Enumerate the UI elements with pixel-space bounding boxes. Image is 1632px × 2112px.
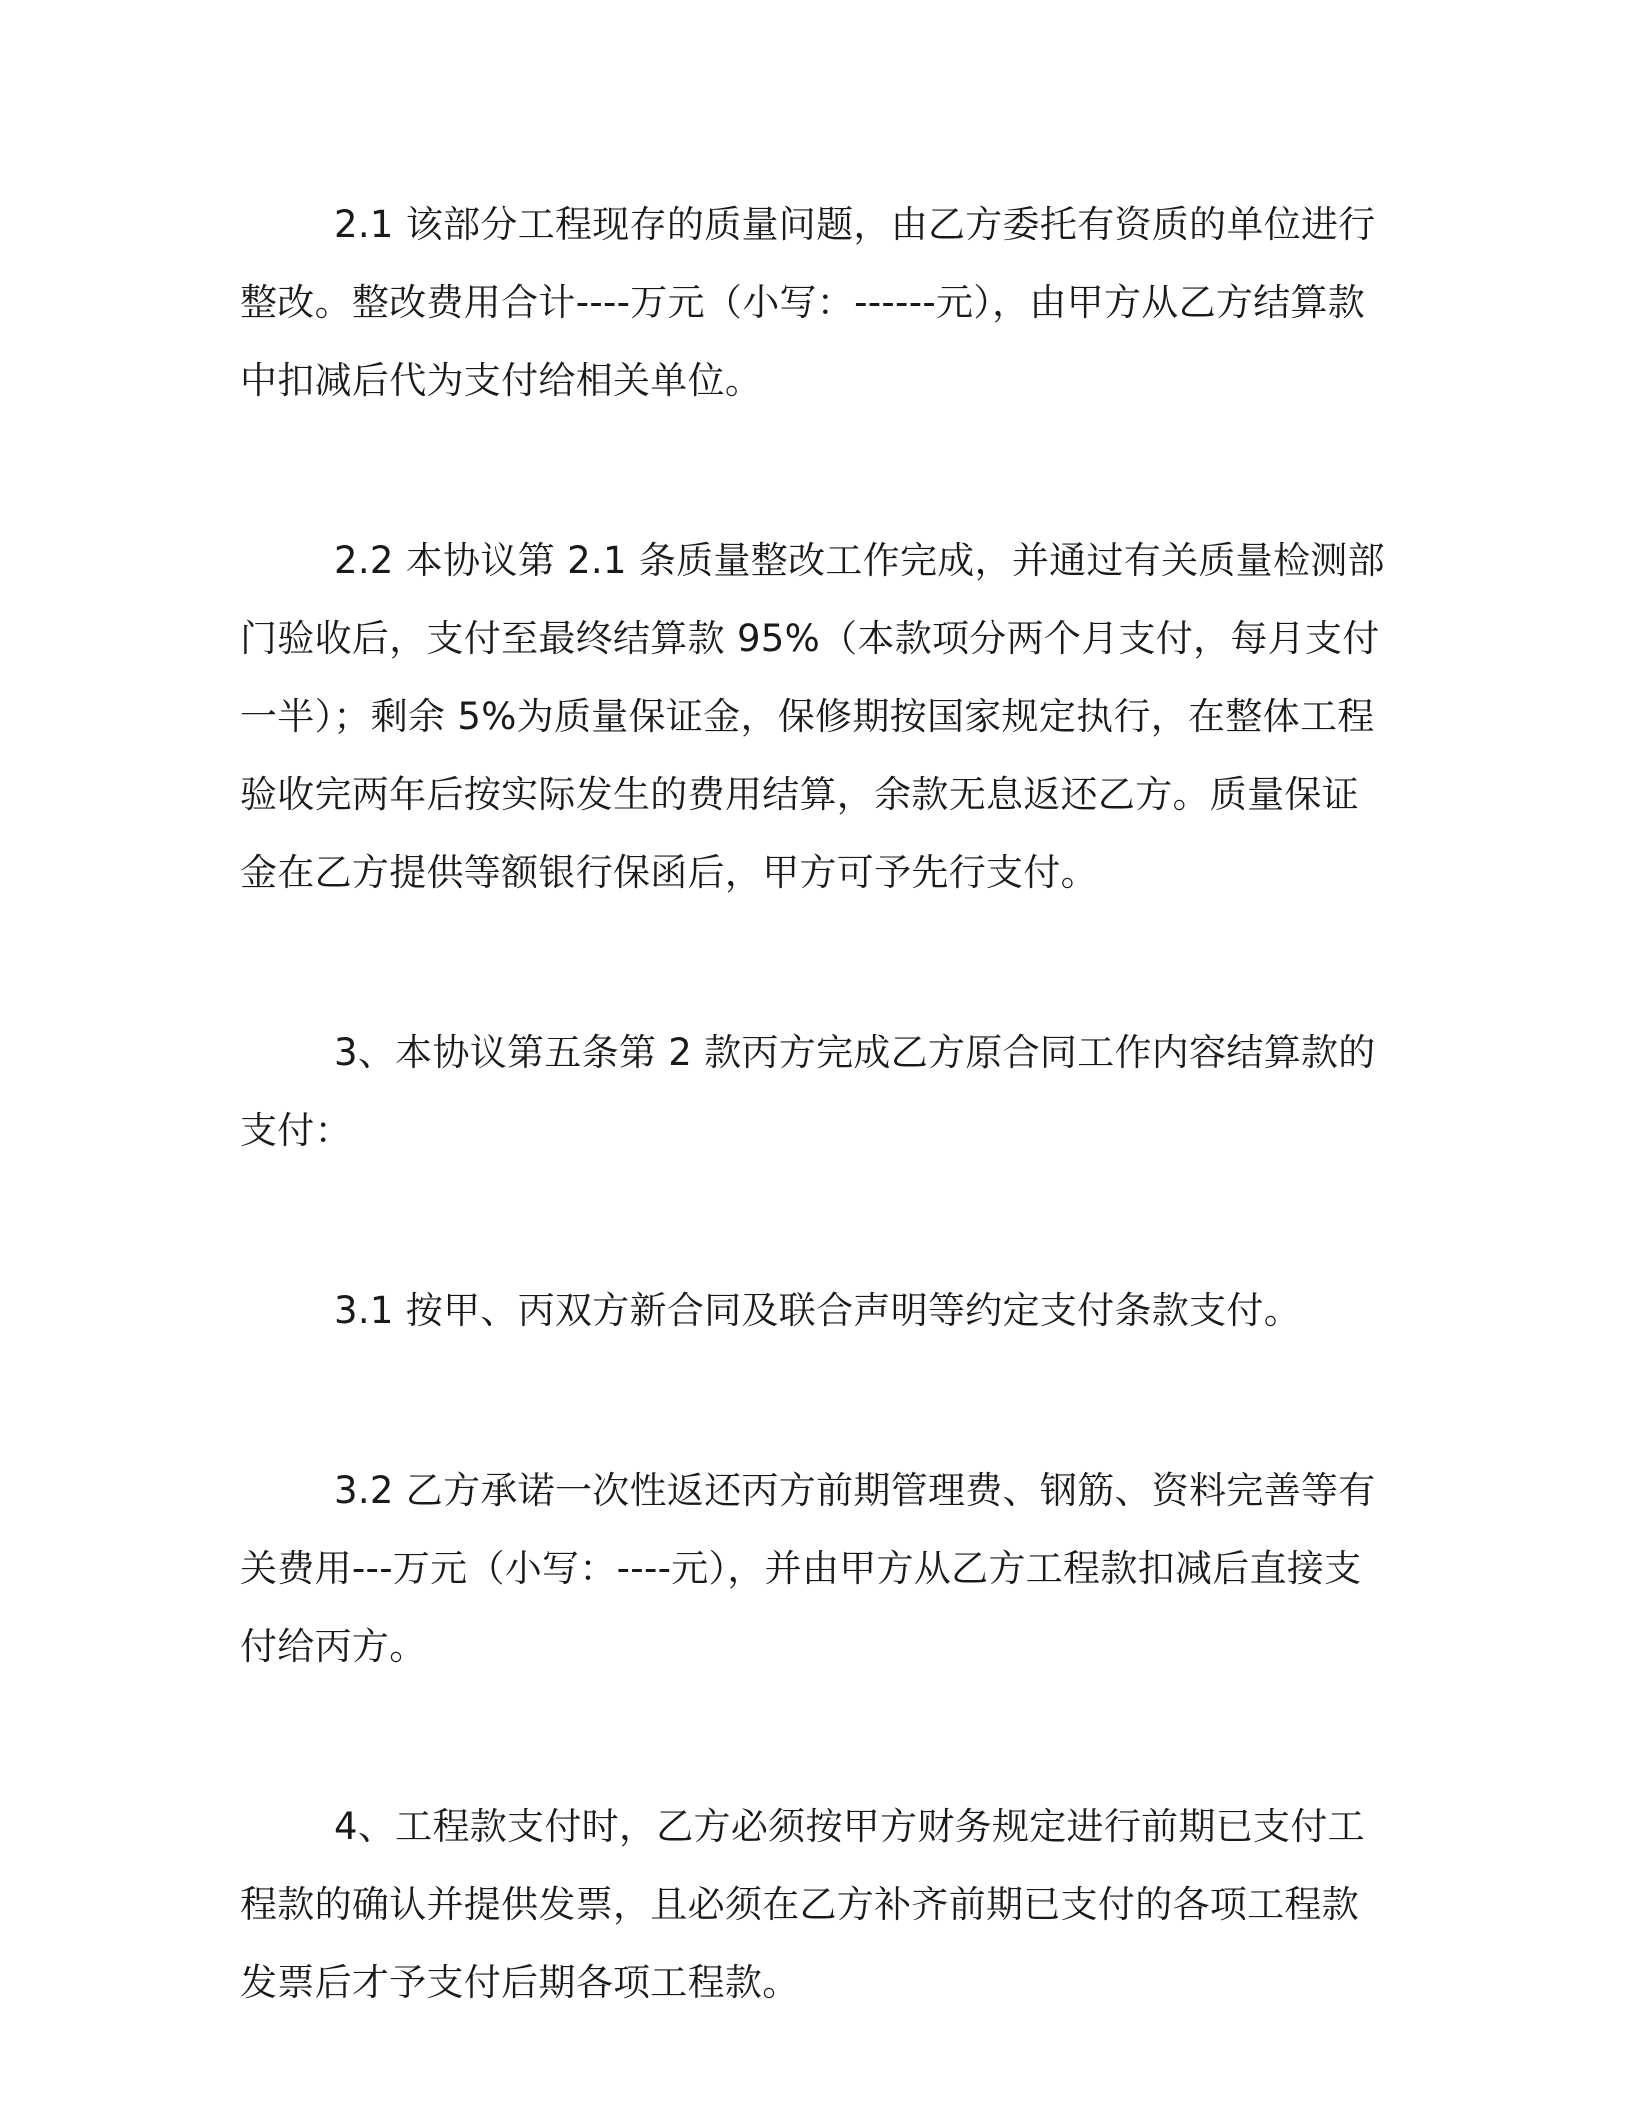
text-line: 发票后才予支付后期各项工程款。 (240, 1961, 800, 2004)
text-line: 支付： (240, 1109, 352, 1152)
paragraph-spacer (240, 1686, 1392, 1788)
paragraph-3 (240, 1014, 1392, 1170)
paragraph-4 (240, 1788, 1392, 2022)
text-line: 验收完两年后按实际发生的费用结算，余款无息返还乙方。质量保证 (240, 773, 1359, 816)
paragraph-3-2 (240, 1452, 1392, 1686)
text-line: 3.1 按甲、丙双方新合同及联合声明等约定支付条款支付。 (334, 1289, 1302, 1332)
text-line: 3、本协议第五条第 2 款丙方完成乙方原合同工作内容结算款的 (334, 1031, 1376, 1074)
text-line: 付给丙方。 (240, 1625, 427, 1668)
text-line: 4、工程款支付时，乙方必须按甲方财务规定进行前期已支付工 (334, 1805, 1365, 1848)
text-line: 门验收后，支付至最终结算款 95%（本款项分两个月支付，每月支付 (240, 617, 1380, 660)
text-line: 整改。整改费用合计----万元（小写：------元），由甲方从乙方结算款 (240, 281, 1366, 324)
paragraph-spacer (240, 1350, 1392, 1452)
paragraph-3-1 (240, 1272, 1392, 1350)
paragraph-spacer (240, 1170, 1392, 1272)
text-line: 金在乙方提供等额银行保函后，甲方可予先行支付。 (240, 851, 1098, 894)
text-line: 程款的确认并提供发票，且必须在乙方补齐前期已支付的各项工程款 (240, 1883, 1359, 1926)
document-body (240, 186, 1392, 2022)
text-line: 关费用---万元（小写：----元），并由甲方从乙方工程款扣减后直接支 (240, 1547, 1362, 1590)
paragraph-spacer (240, 420, 1392, 522)
text-line: 中扣减后代为支付给相关单位。 (240, 359, 763, 402)
text-line: 2.2 本协议第 2.1 条质量整改工作完成，并通过有关质量检测部 (334, 539, 1385, 582)
paragraph-spacer (240, 912, 1392, 1014)
text-line: 3.2 乙方承诺一次性返还丙方前期管理费、钢筋、资料完善等有 (334, 1469, 1376, 1512)
text-line: 2.1 该部分工程现存的质量问题，由乙方委托有资质的单位进行 (334, 203, 1376, 246)
paragraph-2-1 (240, 186, 1392, 420)
paragraph-2-2 (240, 522, 1392, 912)
text-line: 一半）；剩余 5%为质量保证金，保修期按国家规定执行，在整体工程 (240, 695, 1375, 738)
